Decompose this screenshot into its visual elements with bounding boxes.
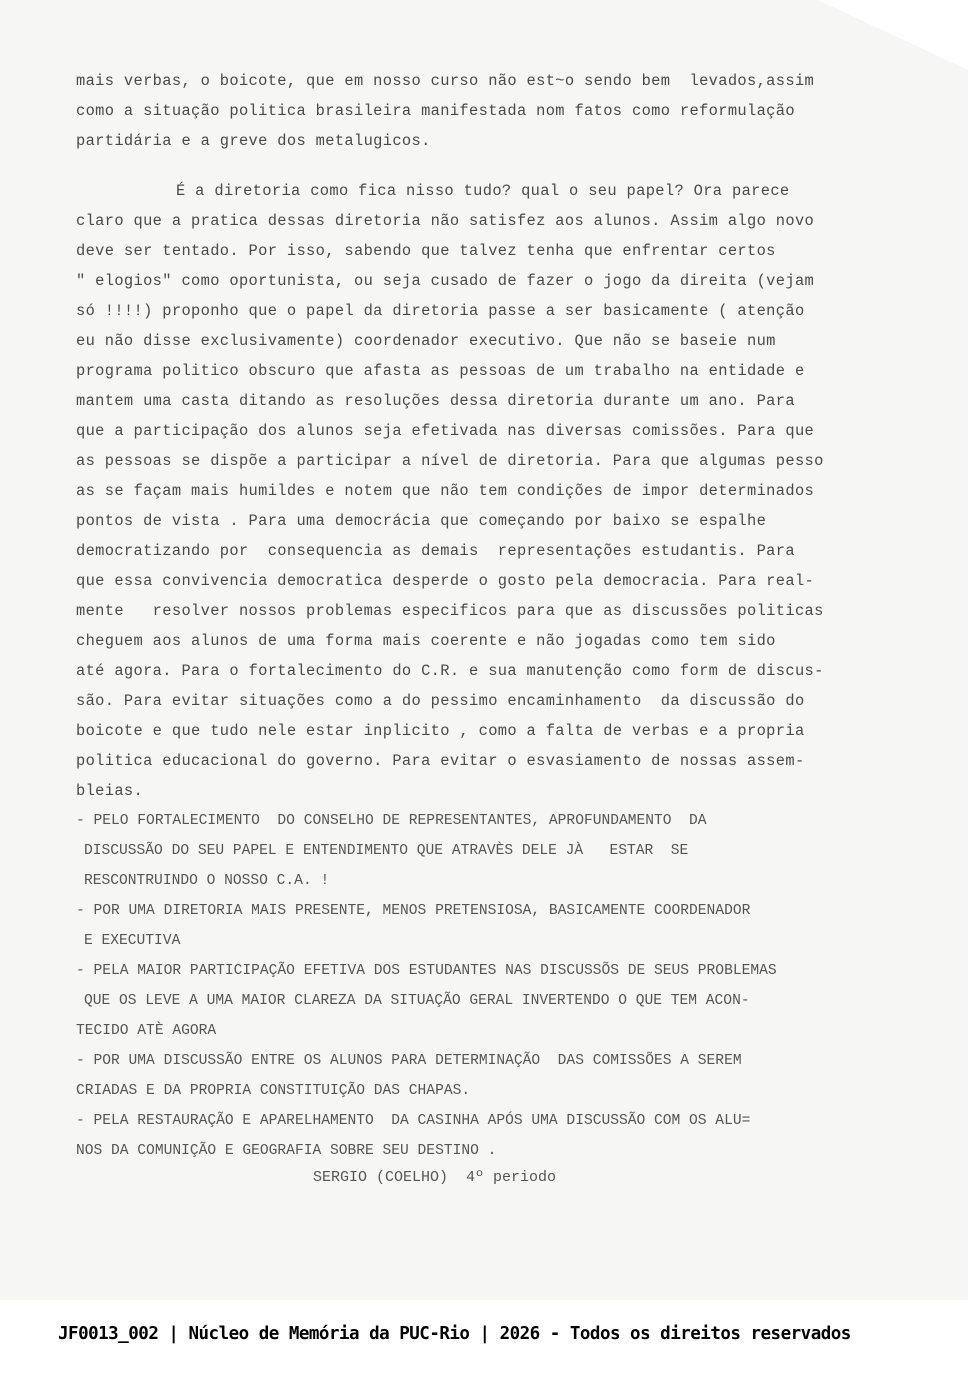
paragraph-line: deve ser tentado. Por isso, sabendo que talvez tenha que enfrentar certos [76,242,776,260]
paragraph-line: É a diretoria como fica nisso tudo? qual o seu papel? Ora parece [176,182,790,200]
paragraph-line: mente resolver nossos problemas especificos para que as discussões politicas [76,602,824,620]
demand-line: RESCONTRUINDO O NOSSO C.A. ! [84,873,330,889]
paragraph-line: politica educacional do governo. Para evitar o esvasiamento de nossas assem- [76,752,805,770]
paragraph-gap [76,156,906,176]
paragraph-line: bleias. [76,782,144,800]
paragraph-line: que essa convivencia democratica desperde o gosto pela democracia. Para real- [76,572,815,590]
paragraph-line: as se façam mais humildes e notem que não tem condições de impor determinados [76,482,815,500]
paragraph-line: mantem uma casta ditando as resoluções dessa diretoria durante um ano. Para [76,392,795,410]
paragraph-line: eu não disse exclusivamente) coordenador executivo. Que não se baseie num [76,332,776,350]
demand-line: CRIADAS E DA PROPRIA CONSTITUIÇÃO DAS CHAPAS. [76,1083,471,1099]
demand-line: NOS DA COMUNIÇÃO E GEOGRAFIA SOBRE SEU DESTINO . [76,1143,497,1159]
demand-line: - POR UMA DIRETORIA MAIS PRESENTE, MENOS PRETENSIOSA, BASICAMENTE COORDENADOR [76,903,751,919]
paragraph-line: claro que a pratica dessas diretoria não satisfez aos alunos. Assim algo novo [76,212,815,230]
paragraph-line: até agora. Para o fortalecimento do C.R. e sua manutenção como form de discus- [76,662,824,680]
archive-caption: JF0013_002 | Núcleo de Memória da PUC-Rio | 2026 - Todos os direitos reservados [58,1324,851,1344]
typewritten-text [76,66,906,1166]
paragraph-line: cheguem aos alunos de uma forma mais coerente e não jogadas como tem sido [76,632,776,650]
demand-line: QUE OS LEVE A UMA MAIOR CLAREZA DA SITUAÇÃO GERAL INVERTENDO O QUE TEM ACON- [84,993,750,1009]
demand-line: DISCUSSÃO DO SEU PAPEL E ENTENDIMENTO QUE ATRAVÈS DELE JÀ ESTAR SE [84,843,689,859]
paragraph-line: boicote e que tudo nele estar inplicito , como a falta de verbas e a propria [76,722,805,740]
signature-line: SERGIO (COELHO) 4º periodo [313,1169,557,1186]
demand-line: - PELO FORTALECIMENTO DO CONSELHO DE REPRESENTANTES, APROFUNDAMENTO DA [76,813,707,829]
demand-line: TECIDO ATÈ AGORA [76,1023,217,1039]
intro-line: como a situação politica brasileira manifestada nom fatos como reformulação [76,102,795,120]
demand-line: - PELA MAIOR PARTICIPAÇÃO EFETIVA DOS ESTUDANTES NAS DISCUSSÕS DE SEUS PROBLEMAS [76,963,777,979]
paragraph-line: que a participação dos alunos seja efetivada nas diversas comissões. Para que [76,422,815,440]
paragraph-line: programa politico obscuro que afasta as pessoas de um trabalho na entidade e [76,362,805,380]
demand-line: - POR UMA DISCUSSÃO ENTRE OS ALUNOS PARA DETERMINAÇÃO DAS COMISSÕES A SEREM [76,1053,742,1069]
demand-line: E EXECUTIVA [84,933,181,949]
intro-line: mais verbas, o boicote, que em nosso curso não est~o sendo bem levados,assim [76,72,815,90]
paragraph-line: as pessoas se dispõe a participar a nível de diretoria. Para que algumas pesso [76,452,824,470]
demand-line: - PELA RESTAURAÇÃO E APARELHAMENTO DA CASINHA APÓS UMA DISCUSSÃO COM OS ALU= [76,1113,751,1129]
paragraph-line: democratizando por consequencia as demais representações estudantis. Para [76,542,795,560]
paragraph-line: pontos de vista . Para uma democrácia que começando por baixo se espalhe [76,512,767,530]
paragraph-line: são. Para evitar situações como a do pessimo encaminhamento da discussão do [76,692,805,710]
paragraph-line: só !!!!) proponho que o papel da diretoria passe a ser basicamente ( atenção [76,302,805,320]
intro-line: partidária e a greve dos metalugicos. [76,132,431,150]
folded-corner [818,0,968,70]
paragraph-line: " elogios" como oportunista, ou seja cusado de fazer o jogo da direita (vejam [76,272,815,290]
